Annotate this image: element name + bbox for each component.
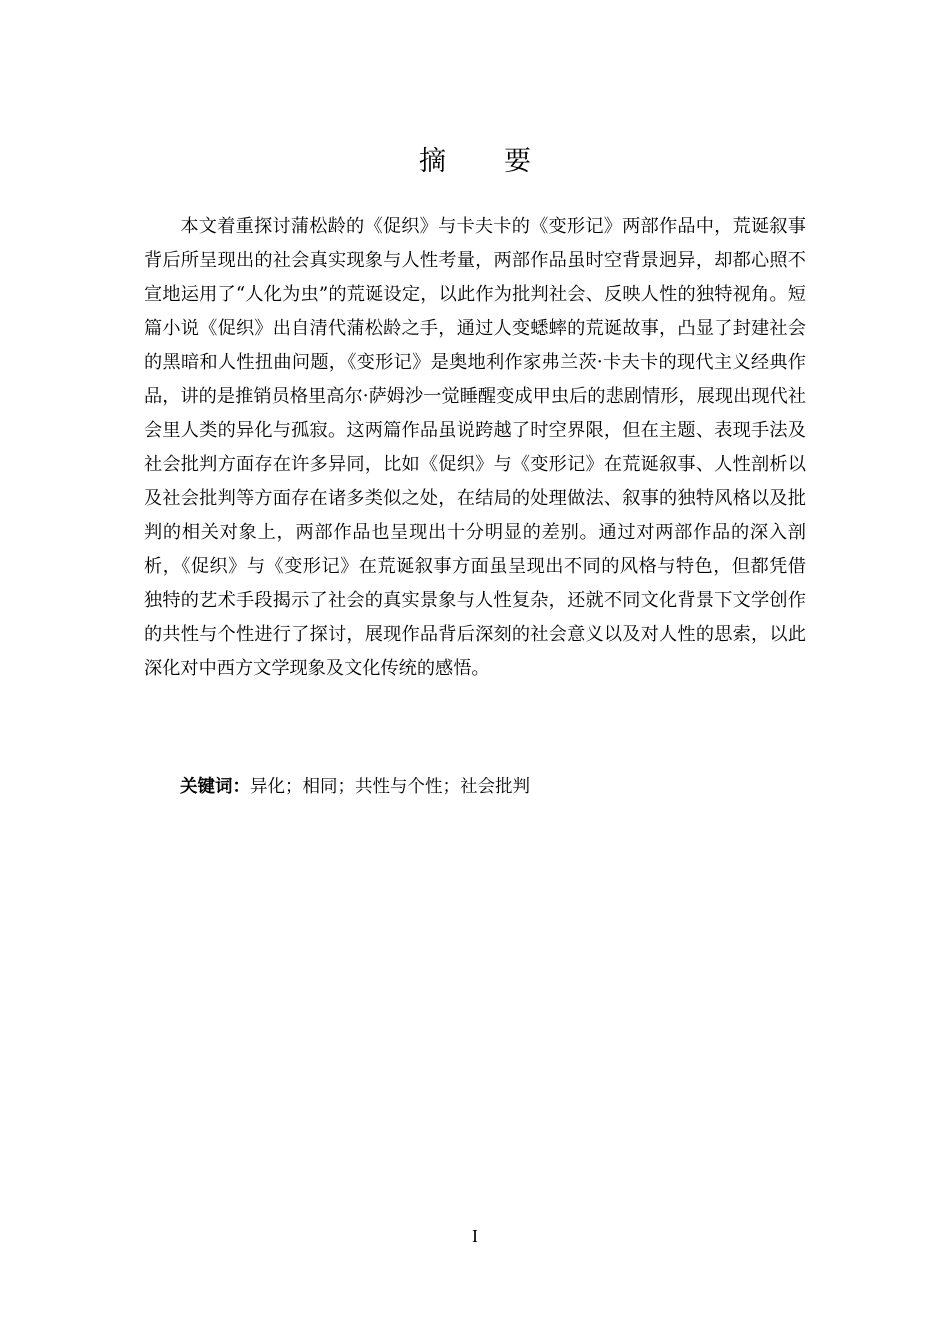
keywords-line <box>180 770 800 804</box>
keywords-text: 异化；相同；共性与个性；社会批判 <box>250 777 530 797</box>
abstract-body: 本文着重探讨蒲松龄的《促织》与卡夫卡的《变形记》两部作品中，荒诞叙事背后所呈现出的社会真实现象与人性考量，两部作品虽时空背景迥异，却都心照不宣地运用了“人化为虫”的荒诞设定，以此作为批判社会、反映人性的独特视角。短篇小说《促织》出自清代蒲松龄之手，通过人变蟋蟀的荒诞故事，凸显了封建社会的黑暗和人性扭曲问题，《变形记》是奥地利作家弗兰茨·卡夫卡的现代主义经典作品，讲的是推销员格里高尔·萨姆沙一觉睡醒变成甲虫后的悲剧情形，展现出现代社会里人类的异化与孤寂。这两篇作品虽说跨越了时空界限，但在主题、表现手法及社会批判方面存在许多异同，比如《促织》与《变形记》在荒诞叙事、人性剖析以及社会批判等方面存在诸多类似之处，在结局的处理做法、叙事的独特风格以及批判的相关对象上，两部作品也呈现出十分明显的差别。通过对两部作品的深入剖析，《促织》与《变形记》在荒诞叙事方面虽呈现出不同的风格与特色，但都凭借独特的艺术手段揭示了社会的真实景象与人性复杂，还就不同文化背景下文学创作的共性与个性进行了探讨，展现作品背后深刻的社会意义以及对人性的思索，以此深化对中西方文学现象及文化传统的感悟。 <box>144 216 806 679</box>
page-number: I <box>472 1226 478 1246</box>
keywords-label: 关键词： <box>180 777 250 797</box>
page-title: 摘要 <box>419 146 589 177</box>
